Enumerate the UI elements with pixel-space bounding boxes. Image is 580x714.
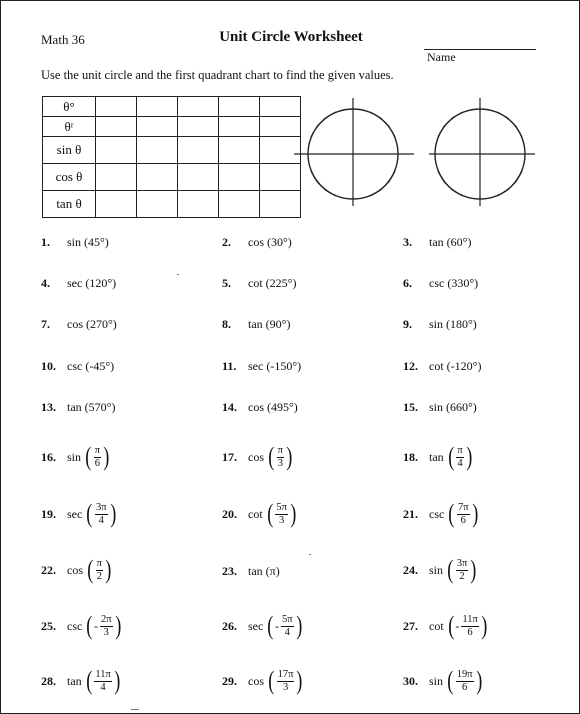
chart-cell (96, 164, 137, 191)
chart-cell (219, 97, 260, 117)
problem-number: 28. (41, 673, 56, 688)
problem-number: 14. (222, 400, 237, 414)
scan-speck (177, 274, 179, 275)
trig-function: cos (67, 562, 83, 577)
fraction (94, 669, 111, 692)
chart-row-label: θʳ (43, 117, 96, 137)
right-paren: ) (471, 499, 478, 528)
angle-tick-mark (508, 182, 516, 190)
fraction-denominator: 6 (461, 681, 468, 693)
problem-item (403, 557, 478, 583)
right-paren: ) (481, 611, 488, 640)
right-paren: ) (295, 611, 302, 640)
problem-item (41, 557, 113, 583)
fraction-numerator: 3π (456, 558, 468, 570)
problem-number: 5. (222, 276, 231, 290)
left-paren: ( (85, 666, 93, 695)
left-paren: ( (448, 499, 455, 528)
problem-number: 6. (403, 276, 412, 290)
trig-function: sec (67, 506, 83, 521)
problem-number: 12. (403, 359, 418, 373)
fraction-denominator: 3 (103, 626, 109, 638)
chart-cell (137, 191, 178, 218)
chart-row-label: θ° (43, 97, 96, 117)
problem-item (403, 613, 488, 639)
angle-tick-mark (317, 182, 325, 190)
chart-cell (96, 97, 137, 117)
right-paren: ) (114, 611, 121, 640)
problem-item (222, 613, 303, 639)
problem-expression: tan (90°) (248, 317, 291, 331)
angle-tick-mark (325, 190, 335, 196)
problem-item (41, 400, 115, 415)
problem-number: 1. (41, 235, 50, 249)
problem-item (403, 444, 473, 470)
problem-number: 2. (222, 235, 231, 249)
problem-expression (429, 668, 483, 694)
angle-tick-mark (317, 118, 325, 126)
chart-cell (219, 137, 260, 164)
problem-number: 25. (41, 618, 56, 633)
problem-item (222, 400, 298, 415)
problem-expression (429, 444, 473, 470)
problem-item (222, 276, 296, 291)
fraction (275, 502, 288, 525)
problem-item (403, 400, 477, 415)
fraction-numerator: 11π (462, 614, 478, 626)
problem-number: 21. (403, 506, 418, 521)
angle-tick-mark (438, 126, 444, 136)
fraction-numerator: π (277, 445, 283, 457)
chart-row (43, 97, 301, 117)
unit-circle-diagram (291, 94, 417, 206)
angle-tick-mark (438, 171, 444, 181)
left-paren: ( (86, 499, 93, 528)
problem-expression (67, 501, 117, 527)
right-paren: ) (286, 442, 293, 471)
problem-expression: csc (-45°) (67, 359, 115, 373)
chart-cell (178, 191, 219, 218)
fraction-denominator: 3 (282, 681, 289, 693)
left-paren: ( (447, 611, 455, 640)
problem-expression: cot (-120°) (429, 359, 482, 373)
problem-item (222, 564, 280, 579)
problem-number: 10. (41, 359, 56, 373)
problem-expression (67, 557, 113, 583)
chart-row (43, 191, 301, 218)
problem-item (41, 668, 121, 694)
right-paren: ) (475, 666, 482, 695)
problem-item (222, 317, 290, 332)
problem-expression: sec (-150°) (248, 359, 302, 373)
negative-sign: - (94, 618, 98, 633)
trig-function: cos (248, 449, 264, 464)
left-paren: ( (447, 666, 454, 695)
problem-expression: cos (270°) (67, 317, 117, 331)
trig-function: cos (248, 673, 264, 688)
problem-item (41, 501, 117, 527)
right-paren: ) (105, 555, 112, 584)
problem-expression (248, 668, 304, 694)
fraction-numerator: π (94, 445, 100, 457)
angle-tick-mark (516, 126, 522, 136)
problem-item (403, 668, 483, 694)
angle-tick-mark (508, 118, 516, 126)
right-paren: ) (114, 666, 121, 695)
problem-expression (67, 613, 122, 639)
trig-function: tan (429, 449, 444, 464)
fraction (456, 558, 469, 581)
chart-row (43, 164, 301, 191)
problem-item (222, 501, 298, 527)
fraction-denominator: 4 (284, 626, 290, 638)
chart-row-label: sin θ (43, 137, 96, 164)
problem-expression: sin (180°) (429, 317, 477, 331)
problem-expression (429, 557, 478, 583)
problem-expression: tan (π) (248, 564, 280, 578)
fraction-denominator: 6 (467, 626, 473, 638)
trig-function: csc (67, 618, 83, 633)
fraction-denominator: 3 (279, 514, 285, 526)
problem-number: 23. (222, 564, 237, 578)
problem-item (403, 317, 477, 332)
left-paren: ( (266, 499, 274, 528)
instructions: Use the unit circle and the first quadrant chart to find the given values. (41, 68, 394, 82)
fraction-denominator: 4 (100, 681, 106, 693)
chart-cell (96, 191, 137, 218)
trig-function: tan (67, 673, 82, 688)
left-paren: ( (267, 611, 274, 640)
fraction-denominator: 2 (96, 570, 102, 582)
chart-cell (137, 117, 178, 137)
name-label: Name (427, 50, 456, 64)
fraction-numerator: 5π (276, 502, 287, 514)
problem-number: 9. (403, 317, 412, 331)
chart-cell (96, 117, 137, 137)
fraction-denominator: 4 (98, 514, 104, 526)
chart-cell (96, 137, 137, 164)
chart-row (43, 117, 301, 137)
problem-expression: tan (60°) (429, 235, 472, 249)
negative-sign: - (455, 618, 460, 633)
chart-cell (137, 137, 178, 164)
problem-number: 18. (403, 449, 418, 464)
problem-number: 26. (222, 618, 237, 633)
problem-expression: sin (660°) (429, 400, 477, 414)
problem-number: 16. (41, 449, 56, 464)
angle-tick-mark (381, 118, 389, 126)
problem-number: 4. (41, 276, 50, 290)
chart-cell (178, 117, 219, 137)
problem-number: 30. (403, 673, 418, 688)
angle-tick-mark (516, 171, 522, 181)
problem-item (222, 668, 304, 694)
problem-number: 17. (222, 449, 237, 464)
fraction (277, 445, 284, 468)
fraction (96, 558, 103, 581)
trig-function: csc (429, 506, 445, 521)
angle-tick-mark (444, 182, 452, 190)
course-label: Math 36 (41, 32, 85, 47)
chart-cell (219, 117, 260, 137)
problem-number: 27. (403, 618, 418, 633)
right-paren: ) (290, 499, 297, 528)
chart-row-label: tan θ (43, 191, 96, 218)
problem-expression (429, 501, 479, 527)
fraction (94, 445, 101, 468)
chart-cell (137, 97, 178, 117)
fraction (95, 502, 108, 525)
right-paren: ) (103, 442, 110, 471)
fraction (456, 445, 463, 468)
right-paren: ) (470, 555, 477, 584)
angle-tick-mark (311, 126, 317, 136)
angle-tick-mark (381, 182, 389, 190)
fraction-numerator: 7π (458, 502, 469, 514)
angle-tick-mark (452, 112, 462, 118)
chart-cell (219, 164, 260, 191)
problem-expression (67, 668, 121, 694)
fraction-numerator: 3π (96, 502, 107, 514)
problem-expression: csc (330°) (429, 276, 479, 290)
problem-item (403, 276, 478, 291)
fraction-numerator: 17π (277, 669, 294, 681)
problem-expression (248, 613, 303, 639)
trig-function: cot (429, 618, 444, 633)
fraction (461, 614, 478, 637)
trig-function: sec (248, 618, 264, 633)
problem-number: 24. (403, 562, 418, 577)
problem-item (41, 444, 111, 470)
problem-item (403, 235, 471, 250)
problem-number: 29. (222, 673, 237, 688)
right-paren: ) (109, 499, 116, 528)
problem-number: 15. (403, 400, 418, 414)
problem-number: 13. (41, 400, 56, 414)
problem-expression (67, 444, 111, 470)
angle-tick-mark (389, 171, 395, 181)
page-title: Unit Circle Worksheet (219, 29, 363, 45)
fraction-numerator: π (457, 445, 463, 457)
problem-number: 11. (222, 359, 237, 373)
negative-sign: - (275, 618, 279, 633)
angle-tick-mark (325, 112, 335, 118)
chart-cell (178, 97, 219, 117)
problem-expression (429, 613, 488, 639)
problem-number: 3. (403, 235, 412, 249)
chart-cell (219, 191, 260, 218)
problem-item (41, 235, 109, 250)
fraction (100, 614, 113, 637)
chart-row (43, 137, 301, 164)
fraction-denominator: 6 (460, 514, 466, 526)
right-paren: ) (465, 442, 473, 471)
angle-tick-mark (311, 171, 317, 181)
problem-number: 22. (41, 562, 56, 577)
trig-function: cot (248, 506, 263, 521)
chart-row-label: cos θ (43, 164, 96, 191)
left-paren: ( (268, 442, 275, 471)
problem-expression (248, 501, 298, 527)
fraction-numerator: 2π (101, 614, 112, 626)
angle-tick-mark (497, 190, 507, 196)
problem-item (222, 444, 294, 470)
fraction (456, 669, 474, 692)
right-paren: ) (296, 666, 303, 695)
problem-expression: sin (45°) (67, 235, 109, 249)
problem-expression: tan (570°) (67, 400, 116, 414)
scan-speck (309, 554, 311, 555)
problem-item (403, 501, 479, 527)
problem-number: 7. (41, 317, 50, 331)
fraction-numerator: 5π (282, 614, 293, 626)
problem-item (41, 359, 114, 374)
problem-expression: cot (225°) (248, 276, 297, 290)
fraction (281, 614, 294, 637)
angle-tick-mark (497, 112, 507, 118)
fraction (277, 669, 295, 692)
chart-cell (178, 164, 219, 191)
fraction-denominator: 4 (457, 457, 463, 469)
trig-function: sin (429, 673, 444, 688)
angle-tick-mark (389, 126, 395, 136)
problem-item (41, 613, 122, 639)
left-paren: ( (268, 666, 275, 695)
fraction-numerator: 11π (95, 669, 111, 681)
problem-item (41, 276, 116, 291)
problem-item (222, 235, 292, 250)
unit-circle-diagram (427, 94, 539, 206)
fraction-denominator: 3 (277, 457, 283, 469)
left-paren: ( (87, 555, 94, 584)
problem-expression: sec (120°) (67, 276, 117, 290)
angle-tick-mark (444, 118, 452, 126)
left-paren: ( (85, 442, 92, 471)
chart-cell (178, 137, 219, 164)
problem-expression: cos (495°) (248, 400, 298, 414)
trig-function: sin (429, 562, 444, 577)
trig-function: sin (67, 449, 82, 464)
problem-item (222, 359, 301, 374)
problem-number: 20. (222, 506, 237, 521)
scan-speck (131, 709, 139, 710)
left-paren: ( (86, 611, 93, 640)
problem-expression: cos (30°) (248, 235, 292, 249)
fraction-denominator: 6 (94, 457, 100, 469)
left-paren: ( (447, 555, 454, 584)
problem-item (41, 317, 117, 332)
problem-number: 8. (222, 317, 231, 331)
angle-tick-mark (370, 112, 380, 118)
problem-item (403, 359, 481, 374)
left-paren: ( (447, 442, 455, 471)
fraction-numerator: π (96, 558, 102, 570)
fraction-numerator: 19π (456, 669, 473, 681)
fraction (457, 502, 470, 525)
angle-tick-mark (370, 190, 380, 196)
angle-tick-mark (452, 190, 462, 196)
first-quadrant-chart (42, 96, 301, 218)
problem-expression (248, 444, 294, 470)
chart-cell (137, 164, 178, 191)
fraction-denominator: 2 (459, 570, 465, 582)
problem-number: 19. (41, 506, 56, 521)
